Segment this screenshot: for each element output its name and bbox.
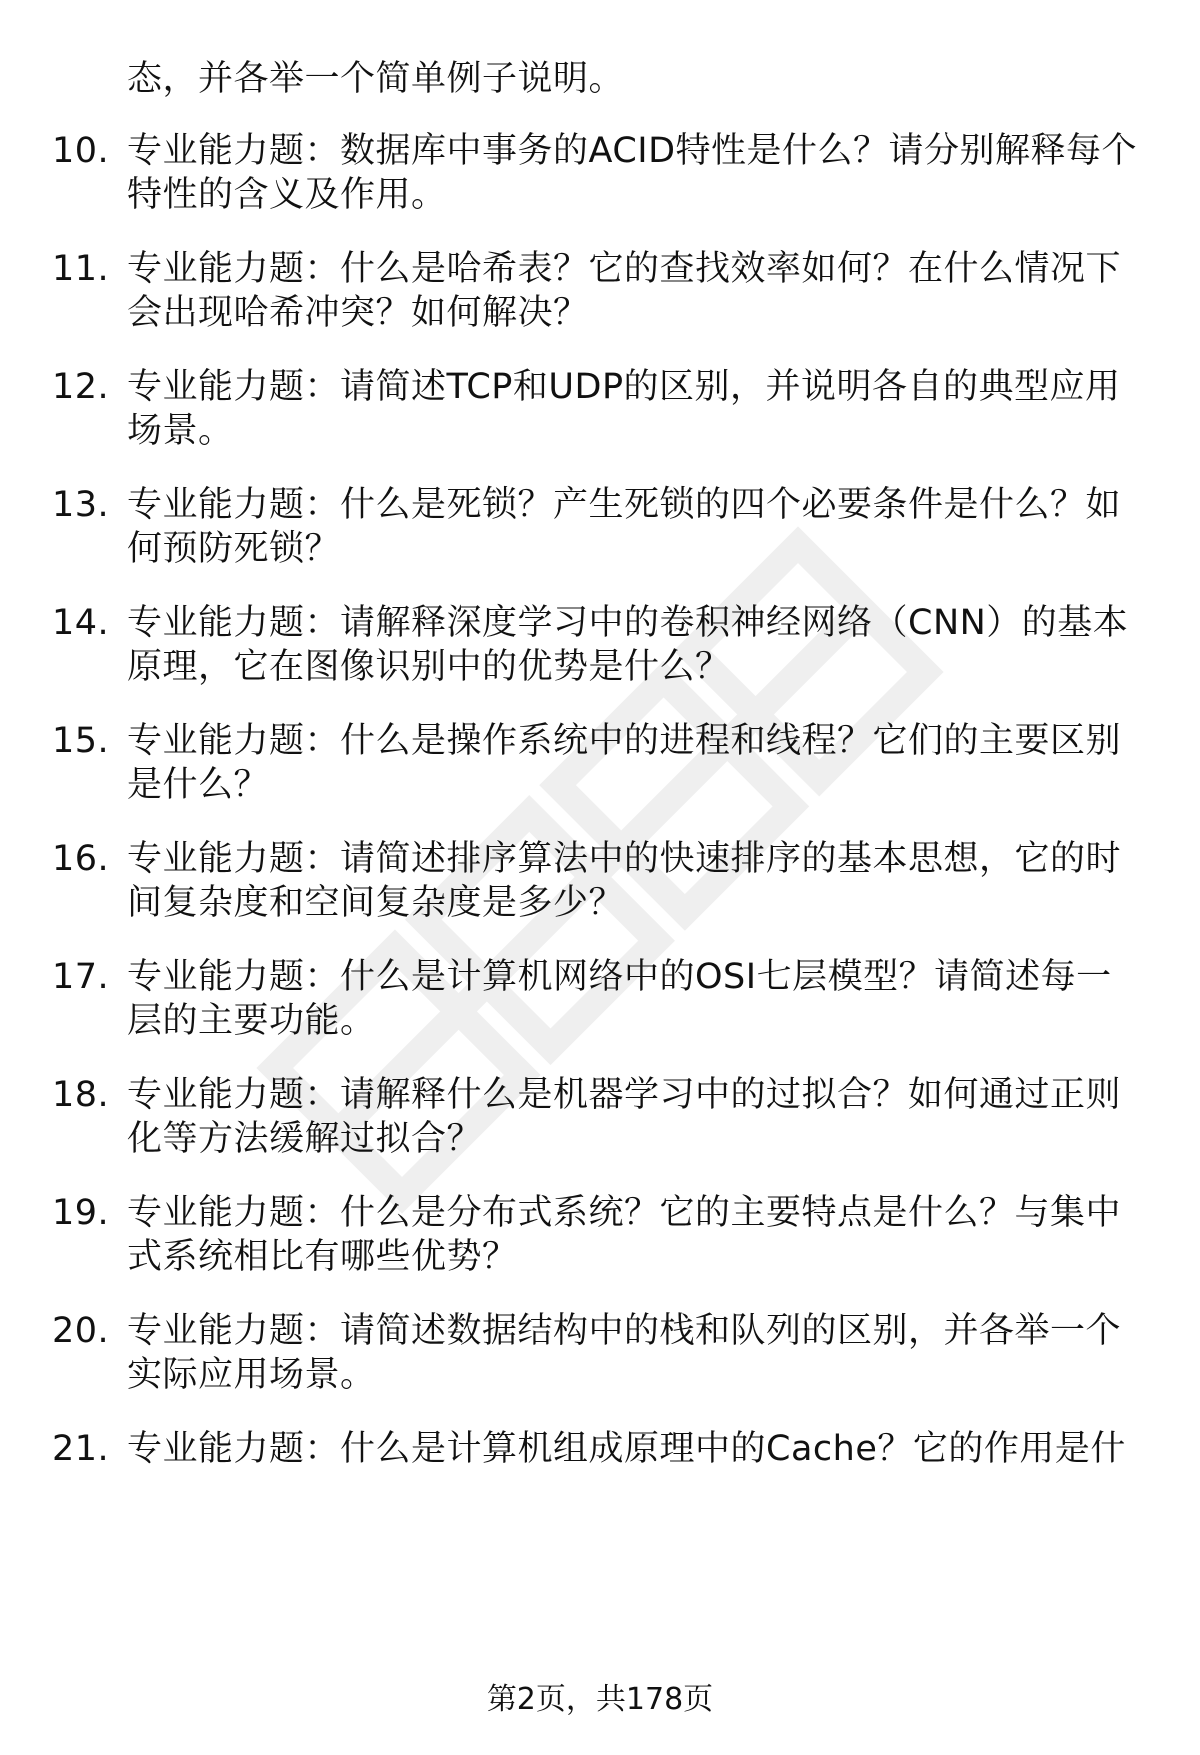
continuation-text: 态，并各举一个简单例子说明。 — [127, 59, 625, 99]
question-number: 10. — [52, 131, 110, 171]
question-text: 场景。 — [127, 411, 234, 451]
question-text: 专业能力题：什么是计算机网络中的OSI七层模型？请简述每一 — [127, 957, 1112, 997]
question-text: 化等方法缓解过拟合？ — [127, 1119, 483, 1159]
question-text: 是什么？ — [127, 765, 270, 805]
question-text: 专业能力题：数据库中事务的ACID特性是什么？请分别解释每个 — [127, 131, 1138, 171]
question-text: 专业能力题：请简述排序算法中的快速排序的基本思想，它的时 — [127, 839, 1122, 879]
question-number: 21. — [52, 1429, 110, 1469]
question-number: 16. — [52, 839, 110, 879]
question-text: 式系统相比有哪些优势？ — [127, 1237, 518, 1277]
question-text: 层的主要功能。 — [127, 1001, 376, 1041]
question-number: 20. — [52, 1311, 110, 1351]
question-text: 何预防死锁？ — [127, 529, 341, 569]
question-text: 专业能力题：什么是计算机组成原理中的Cache？它的作用是什 — [127, 1429, 1126, 1469]
question-text: 间复杂度和空间复杂度是多少？ — [127, 883, 625, 923]
question-number: 19. — [52, 1193, 110, 1233]
question-text: 专业能力题：请解释什么是机器学习中的过拟合？如何通过正则 — [127, 1075, 1122, 1115]
question-text: 实际应用场景。 — [127, 1355, 376, 1395]
question-number: 17. — [52, 957, 110, 997]
question-number: 14. — [52, 603, 110, 643]
question-number: 15. — [52, 721, 110, 761]
page-footer: 第2页，共178页 — [486, 1682, 714, 1717]
question-text: 专业能力题：请简述TCP和UDP的区别，并说明各自的典型应用 — [127, 367, 1121, 407]
question-text: 特性的含义及作用。 — [127, 175, 447, 215]
question-text: 专业能力题：什么是死锁？产生死锁的四个必要条件是什么？如 — [127, 485, 1122, 525]
question-number: 13. — [52, 485, 110, 525]
question-number: 11. — [52, 249, 110, 289]
question-text: 专业能力题：什么是操作系统中的进程和线程？它们的主要区别 — [127, 721, 1122, 761]
question-text: 专业能力题：请简述数据结构中的栈和队列的区别，并各举一个 — [127, 1311, 1122, 1351]
question-text: 会出现哈希冲突？如何解决？ — [127, 293, 589, 333]
question-text: 专业能力题：什么是分布式系统？它的主要特点是什么？与集中 — [127, 1193, 1122, 1233]
question-number: 18. — [52, 1075, 110, 1115]
question-text: 原理，它在图像识别中的优势是什么？ — [127, 647, 731, 687]
question-number: 12. — [52, 367, 110, 407]
question-text: 专业能力题：什么是哈希表？它的查找效率如何？在什么情况下 — [127, 249, 1122, 289]
question-text: 专业能力题：请解释深度学习中的卷积神经网络（CNN）的基本 — [127, 603, 1129, 643]
